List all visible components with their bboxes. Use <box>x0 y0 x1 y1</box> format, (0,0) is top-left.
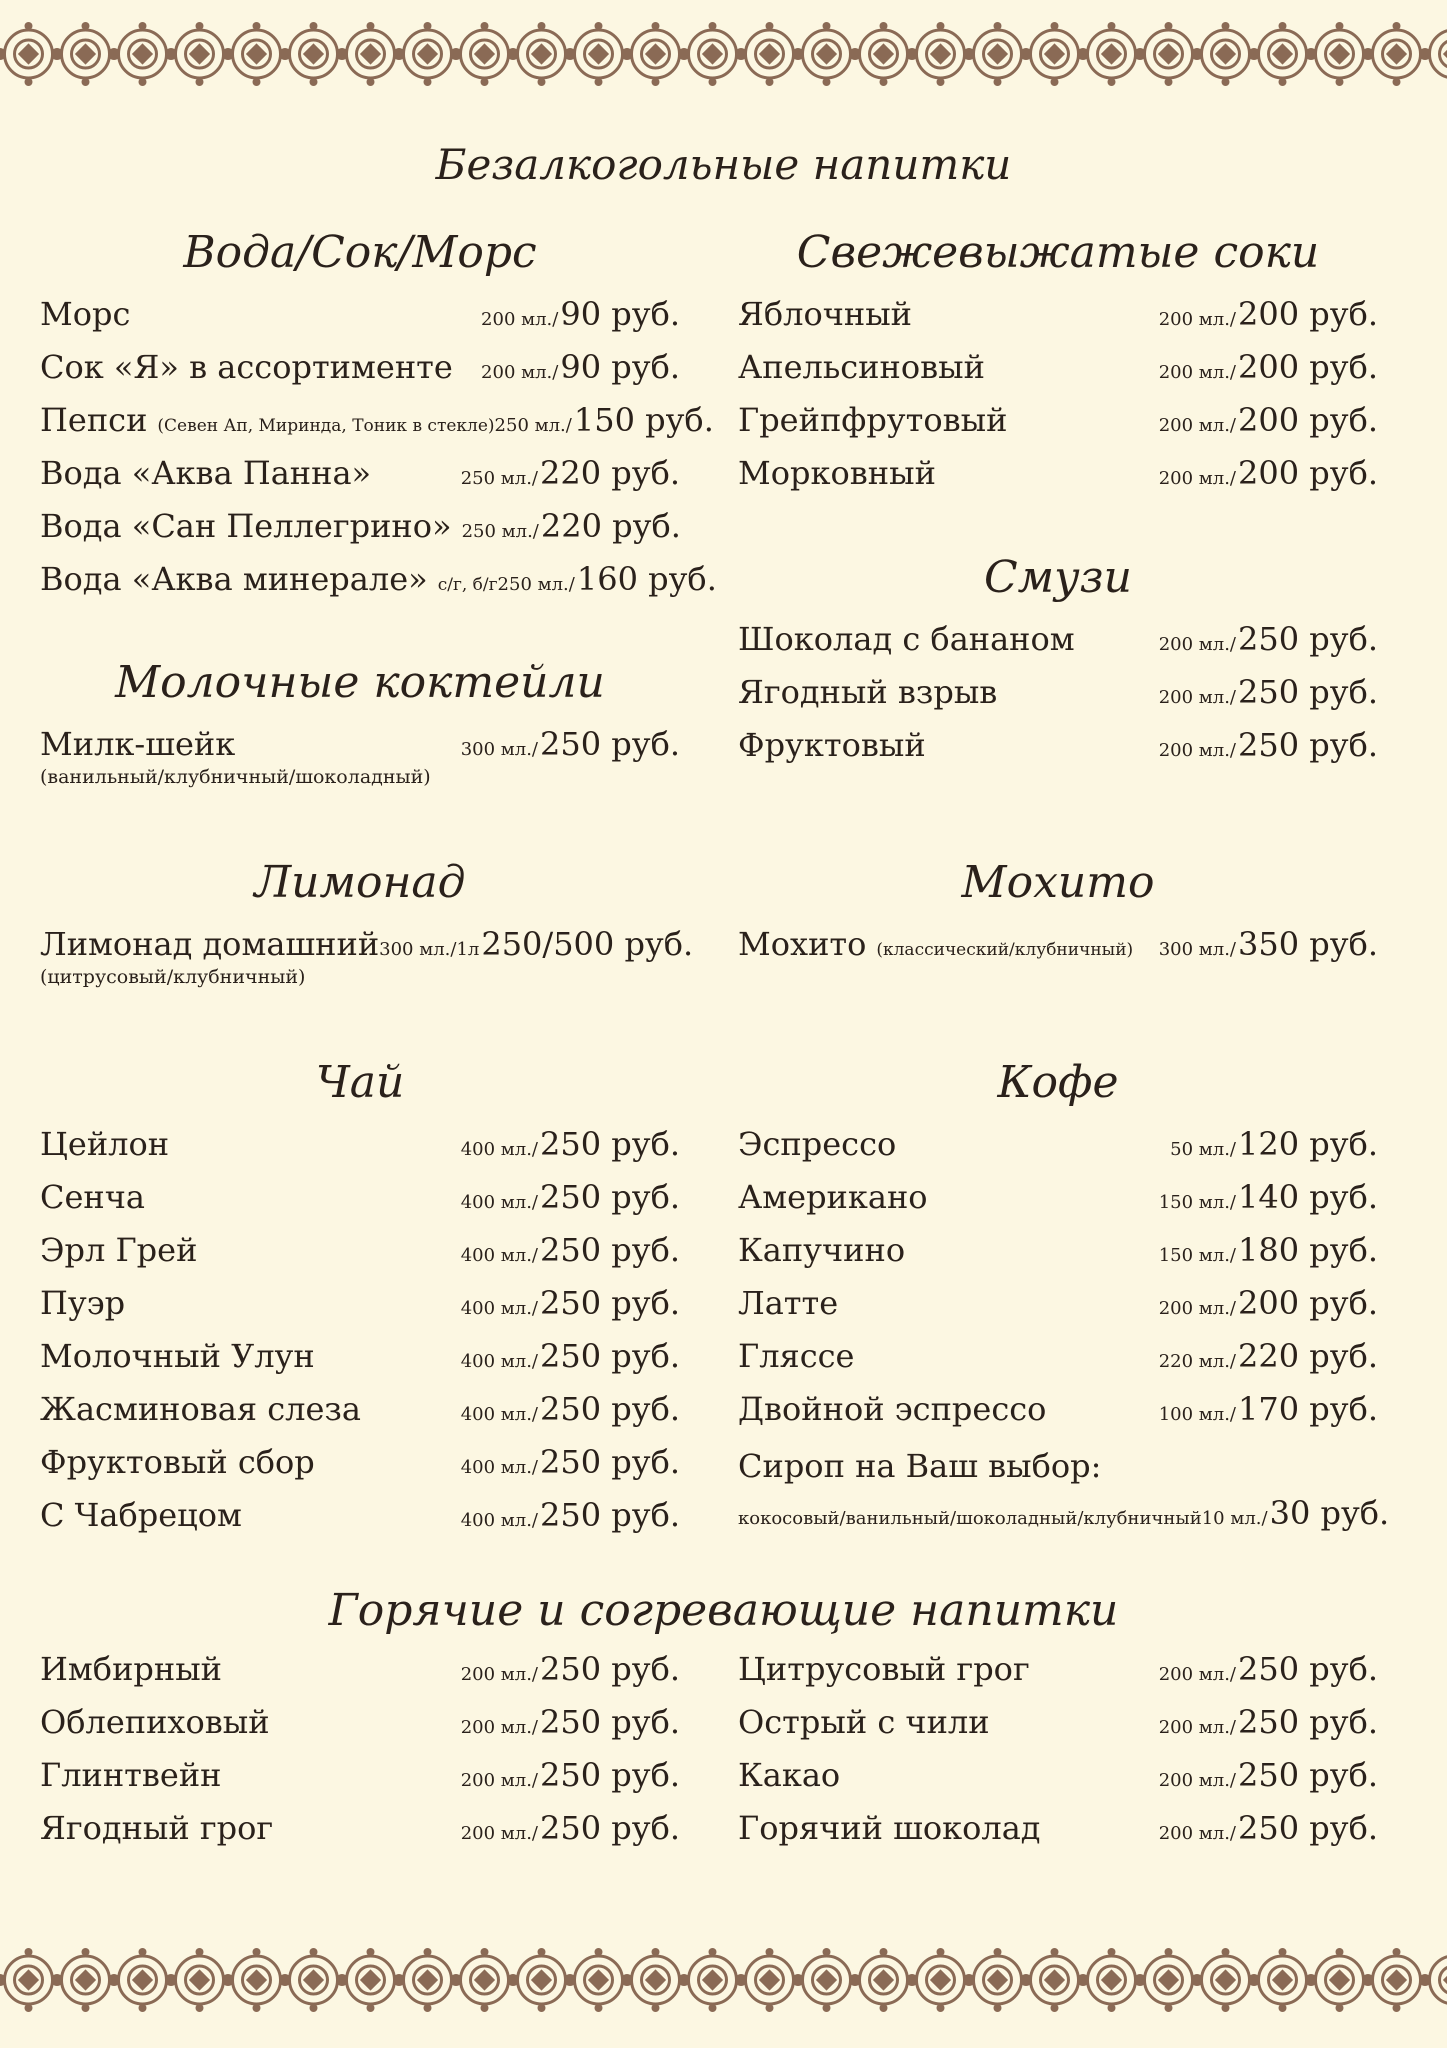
menu-list <box>738 925 1378 978</box>
item-volume: 200 мл./ <box>1158 1664 1236 1685</box>
item-volume: 250 мл./ <box>497 574 575 595</box>
item-volume: 200 мл./ <box>1158 415 1236 436</box>
menu-list <box>738 620 1378 779</box>
section-title: Смузи <box>983 552 1132 603</box>
item-price: 250 руб. <box>1238 1703 1378 1741</box>
item-name: Ягодный грог <box>40 1809 274 1847</box>
item-price: 250 руб. <box>1238 726 1378 764</box>
section-title: Мохито <box>961 857 1155 908</box>
menu-item <box>40 1443 680 1496</box>
item-volume: 300 мл./1л <box>379 939 480 960</box>
item-volume: 400 мл./ <box>460 1351 538 1372</box>
menu-list <box>738 1125 1378 1443</box>
item-name: Глинтвейн <box>40 1756 222 1794</box>
section-hot-right <box>738 1650 1378 1862</box>
item-price: 220 руб. <box>540 454 680 492</box>
menu-item <box>40 1496 680 1549</box>
item-name: Цейлон <box>40 1125 170 1163</box>
item-price: 250 руб. <box>540 1809 680 1847</box>
item-price: 250 руб. <box>540 1337 680 1375</box>
item-name: Вода «Сан Пеллегрино» <box>40 507 452 545</box>
item-volume: 200 мл./ <box>481 309 559 330</box>
section-milkshakes <box>40 655 680 800</box>
item-volume: 200 мл./ <box>1158 687 1236 708</box>
item-volume: 200 мл./ <box>1158 468 1236 489</box>
menu-item <box>738 1650 1378 1703</box>
item-price: 250 руб. <box>1238 1756 1378 1794</box>
section-title: Чай <box>315 1057 405 1108</box>
item-price: 250 руб. <box>540 1390 680 1428</box>
item-price: 250 руб. <box>540 1231 680 1269</box>
item-price: 180 руб. <box>1238 1231 1378 1269</box>
menu-item <box>40 1390 680 1443</box>
item-name: Острый с чили <box>738 1703 990 1741</box>
item-name: С Чабрецом <box>40 1496 242 1534</box>
item-volume: 200 мл./ <box>1158 634 1236 655</box>
item-subtitle: (ванильный/клубничный/шоколадный) <box>40 766 431 788</box>
menu-item <box>40 401 714 454</box>
item-name: Морковный <box>738 454 936 492</box>
item-price: 120 руб. <box>1238 1125 1378 1163</box>
menu-item <box>738 401 1378 454</box>
section-mojito <box>738 855 1378 978</box>
item-volume: 200 мл./ <box>460 1823 538 1844</box>
menu-item <box>738 673 1378 726</box>
menu-item <box>738 1125 1378 1178</box>
menu-item <box>40 1178 680 1231</box>
item-name: Морс <box>40 295 131 333</box>
item-price: 250 руб. <box>540 1703 680 1741</box>
item-price: 200 руб. <box>1238 454 1378 492</box>
menu-list <box>40 295 717 613</box>
section-title: Вода/Сок/Морс <box>183 227 537 278</box>
item-volume: 200 мл./ <box>1158 740 1236 761</box>
item-name: Ягодный взрыв <box>738 673 998 711</box>
item-volume: 400 мл./ <box>460 1245 538 1266</box>
item-name: Имбирный <box>40 1650 222 1688</box>
item-volume: 300 мл./ <box>1158 939 1236 960</box>
item-price: 200 руб. <box>1238 1284 1378 1322</box>
section-fresh <box>738 225 1378 507</box>
item-volume: 220 мл./ <box>1158 1351 1236 1372</box>
menu-item <box>40 1703 680 1756</box>
item-volume: 400 мл./ <box>460 1457 538 1478</box>
menu-item <box>40 454 680 507</box>
section-title: Свежевыжатые соки <box>796 227 1320 278</box>
item-volume: 400 мл./ <box>460 1404 538 1425</box>
item-volume: 200 мл./ <box>1158 309 1236 330</box>
item-name: Сок «Я» в ассортименте <box>40 348 453 386</box>
menu-item <box>40 507 680 560</box>
section-coffee <box>738 1055 1390 1534</box>
item-note: (классический/клубничный) <box>876 940 1134 960</box>
item-price: 250 руб. <box>1238 673 1378 711</box>
menu-list <box>40 1650 680 1862</box>
menu-item <box>40 1284 680 1337</box>
item-price: 170 руб. <box>1238 1390 1378 1428</box>
item-price: 250 руб. <box>540 1650 680 1688</box>
menu-item <box>738 1756 1378 1809</box>
syrup-title: Сироп на Ваш выбор: <box>738 1447 1102 1485</box>
item-volume: 400 мл./ <box>460 1192 538 1213</box>
section-hot-left <box>40 1650 680 1862</box>
item-volume: 200 мл./ <box>460 1664 538 1685</box>
menu-item <box>738 726 1378 779</box>
item-name: Капучино <box>738 1231 906 1269</box>
page-title: Безалкогольные напитки <box>435 140 1012 189</box>
item-price: 250 руб. <box>540 1125 680 1163</box>
menu-item <box>738 1809 1378 1862</box>
item-price: 200 руб. <box>1238 295 1378 333</box>
item-volume: 250 мл./ <box>461 521 539 542</box>
section-title: Лимонад <box>254 857 466 908</box>
item-name: Фруктовый <box>738 726 926 764</box>
item-name: Эрл Грей <box>40 1231 198 1269</box>
item-price: 250 руб. <box>540 1443 680 1481</box>
item-name: Жасминовая слеза <box>40 1390 361 1428</box>
menu-item <box>40 1337 680 1390</box>
item-name: Апельсиновый <box>738 348 985 386</box>
item-volume: 200 мл./ <box>1158 1770 1236 1791</box>
item-volume: 400 мл./ <box>460 1139 538 1160</box>
section-title: Кофе <box>997 1057 1119 1108</box>
item-volume: 200 мл./ <box>460 1717 538 1738</box>
item-price: 250 руб. <box>1238 620 1378 658</box>
menu-item <box>738 1390 1378 1443</box>
item-price: 220 руб. <box>540 507 681 545</box>
item-volume: 400 мл./ <box>460 1510 538 1531</box>
item-name: Фруктовый сбор <box>40 1443 315 1481</box>
item-price: 200 руб. <box>1238 401 1378 439</box>
section-title-hot: Горячие и согревающие напитки <box>328 1585 1119 1636</box>
item-price: 350 руб. <box>1238 925 1378 963</box>
item-name: Вода «Аква минерале» <box>40 560 428 598</box>
item-volume: 250 мл./ <box>494 415 572 436</box>
item-price: 140 руб. <box>1238 1178 1378 1216</box>
menu-list <box>40 725 680 800</box>
menu-item <box>40 348 680 401</box>
menu-item <box>738 348 1378 401</box>
item-name: Горячий шоколад <box>738 1809 1041 1847</box>
menu-item <box>738 1703 1378 1756</box>
item-subtitle: (цитрусовый/клубничный) <box>40 966 306 988</box>
bottom-ornament-border <box>0 1940 1447 2020</box>
section-smoothies <box>738 550 1378 779</box>
menu-item <box>738 1284 1378 1337</box>
section-lemonade <box>40 855 694 1000</box>
item-name: Двойной эспрессо <box>738 1390 1047 1428</box>
syrup-price: 30 руб. <box>1269 1494 1390 1532</box>
item-name: Сенча <box>40 1178 145 1216</box>
item-price: 220 руб. <box>1238 1337 1378 1375</box>
menu-item <box>40 1809 680 1862</box>
item-name: Мохито <box>738 925 867 963</box>
item-volume: 200 мл./ <box>1158 1823 1236 1844</box>
item-name: Пепси <box>40 401 148 439</box>
top-ornament-border <box>0 14 1447 94</box>
menu-item <box>40 1125 680 1178</box>
item-price: 250 руб. <box>540 1496 680 1534</box>
item-price: 160 руб. <box>576 560 717 598</box>
item-price: 250 руб. <box>540 1178 680 1216</box>
item-volume: 200 мл./ <box>481 362 559 383</box>
item-price: 250 руб. <box>1238 1650 1378 1688</box>
item-name: Грейпфрутовый <box>738 401 1008 439</box>
menu-list <box>40 1125 680 1549</box>
item-volume: 400 мл./ <box>460 1298 538 1319</box>
section-tea <box>40 1055 680 1549</box>
item-name: Молочный Улун <box>40 1337 315 1375</box>
menu-item <box>738 454 1378 507</box>
menu-item <box>40 1650 680 1703</box>
item-price: 200 руб. <box>1238 348 1378 386</box>
menu-item <box>40 1756 680 1809</box>
item-volume: 300 мл./ <box>460 739 538 760</box>
item-name: Эспрессо <box>738 1125 897 1163</box>
syrup-options: кокосовый/ванильный/шоколадный/клубничный <box>738 1508 1202 1529</box>
item-volume: 200 мл./ <box>1158 362 1236 383</box>
item-name: Лимонад домашний <box>40 925 380 963</box>
item-price: 250 руб. <box>540 1284 680 1322</box>
menu-item <box>40 295 680 348</box>
item-name: Облепиховый <box>40 1703 270 1741</box>
menu-item <box>738 1337 1378 1390</box>
item-volume: 50 мл./ <box>1170 1139 1236 1160</box>
syrup-row <box>738 1494 1390 1534</box>
menu-item <box>40 1231 680 1284</box>
item-volume: 150 мл./ <box>1158 1245 1236 1266</box>
item-price: 90 руб. <box>560 295 680 333</box>
item-volume: 100 мл./ <box>1158 1404 1236 1425</box>
section-title: Молочные коктейли <box>115 657 605 708</box>
item-name: Американо <box>738 1178 928 1216</box>
item-note: (Севен Ап, Миринда, Тоник в стекле) <box>157 416 495 436</box>
item-price: 250 руб. <box>1238 1809 1378 1847</box>
item-price: 250 руб. <box>540 1756 680 1794</box>
menu-item <box>40 560 717 613</box>
item-price: 150 руб. <box>573 401 714 439</box>
item-name: Цитрусовый грог <box>738 1650 1030 1688</box>
item-name: Шоколад с бананом <box>738 620 1075 658</box>
section-water <box>40 225 717 613</box>
item-name: Яблочный <box>738 295 912 333</box>
item-volume: 200 мл./ <box>460 1770 538 1791</box>
item-price: 90 руб. <box>560 348 680 386</box>
syrup-title-row <box>738 1447 1378 1500</box>
item-name: Пуэр <box>40 1284 126 1322</box>
item-note: с/г, б/г <box>437 575 498 595</box>
item-volume: 150 мл./ <box>1158 1192 1236 1213</box>
item-volume: 250 мл./ <box>460 468 538 489</box>
item-name: Милк-шейк <box>40 725 236 763</box>
item-volume: 200 мл./ <box>1158 1298 1236 1319</box>
menu-item <box>738 1178 1378 1231</box>
menu-item <box>738 295 1378 348</box>
item-price: 250 руб. <box>540 725 680 763</box>
menu-item <box>738 620 1378 673</box>
menu-list <box>738 295 1378 507</box>
item-name: Вода «Аква Панна» <box>40 454 372 492</box>
item-price: 250/500 руб. <box>481 925 694 963</box>
item-volume: 200 мл./ <box>1158 1717 1236 1738</box>
menu-item <box>738 925 1378 978</box>
menu-item <box>738 1231 1378 1284</box>
menu-list <box>40 925 694 1000</box>
menu-list <box>738 1650 1378 1862</box>
item-name: Гляссе <box>738 1337 855 1375</box>
item-name: Латте <box>738 1284 839 1322</box>
item-name: Какао <box>738 1756 841 1794</box>
syrup-volume: 10 мл./ <box>1201 1508 1268 1529</box>
